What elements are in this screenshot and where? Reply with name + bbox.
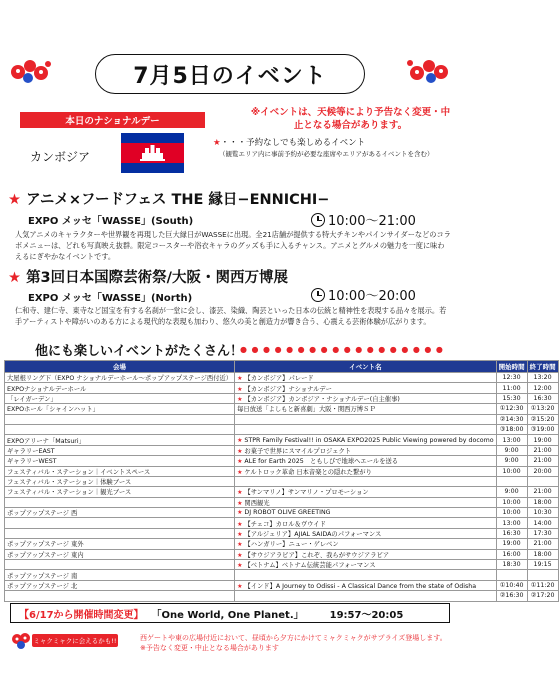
show-banner [10, 603, 450, 623]
row-venue: フェスティバル・ステーション｜イベントスペース [5, 466, 235, 476]
event-venue-2: EXPO メッセ「WASSE」(North) [28, 293, 193, 304]
star-icon: ★ [237, 375, 245, 383]
row-event-name [235, 476, 497, 486]
row-start-time: 19:00 [496, 539, 527, 549]
legend [213, 138, 458, 160]
myaku-note-line2: ※予告なく変更・中止となる場合があります [140, 644, 279, 652]
row-end-time: 14:00 [527, 518, 558, 528]
event-desc-2: 仁和寺、建仁寺、東寺など国宝を有する名刹が一堂に会し、漆芸、染織、陶芸といった日本の伝統と精神性を表現する品々を展示。若手アーティストや障がいのある方による現代的な表現も加わり、悠久の美と創造力が響き合う、心震える芸術体験が広がります。 [15, 306, 447, 326]
table-row [5, 591, 559, 601]
row-event-name-text: 【アルジェリア】AJIAL SAIDAのパフォーマンス [244, 531, 382, 539]
row-venue [5, 497, 235, 507]
myaku-mascot-small [10, 630, 32, 652]
show-name: 「One World, One Planet.」 [151, 609, 304, 621]
table-row [5, 487, 559, 497]
myaku-note-line1: 西ゲートや東の広場付近において、昼頃から夕方にかけてミャクミャクがサプライズ登場します。 [140, 634, 447, 642]
row-end-time: 13:20 [527, 373, 558, 383]
row-end-time: 19:00 [527, 435, 558, 445]
row-start-time: ①12:30 [496, 404, 527, 414]
row-event-name-text: お菓子で世界にスマイルプロジェクト [244, 447, 352, 455]
row-event-name-text: 毎日放送「よしもと新喜劇」大阪・関西万博ＳＰ [237, 406, 376, 414]
row-venue [5, 560, 235, 570]
legend-subtext: （観覧エリア内に事前予約が必要な座席やエリアがあるイベントを含む） [219, 150, 434, 158]
row-venue: ギャラリーEAST [5, 445, 235, 455]
row-venue: ポップアップステージ 西 [5, 508, 235, 518]
table-row [5, 580, 559, 590]
row-event-name-text: 【カンボジア】パレード [244, 375, 314, 383]
event-time-1 [311, 210, 416, 229]
row-venue: ポップアップステージ 北 [5, 580, 235, 590]
star-icon: ★ [237, 551, 245, 559]
row-venue [5, 591, 235, 601]
row-event-name-text: ケルトロック革命 日本音楽との隠れた繋がり [244, 468, 372, 476]
row-event-name [235, 383, 497, 393]
star-icon: ★ [237, 520, 245, 528]
others-heading: 他にも楽しいイベントがたくさん！ [35, 344, 244, 359]
table-row [5, 528, 559, 538]
table-row [5, 435, 559, 445]
row-event-name [235, 424, 497, 434]
table-row [5, 404, 559, 414]
decorative-dots: ● ● ● ● ● ● ● ● ● ● ● ● ● ● ● ● ● ● [240, 345, 444, 354]
row-event-name [235, 404, 497, 414]
star-icon: ★ [237, 395, 245, 403]
row-venue [5, 414, 235, 424]
row-end-time [527, 476, 558, 486]
row-event-name [235, 373, 497, 383]
event-title-text: 第3回日本国際芸術祭/大阪・関西万博展 [26, 270, 288, 286]
row-venue: 「レイガーデン」 [5, 393, 235, 403]
row-end-time: 18:00 [527, 497, 558, 507]
event-title-1 [8, 188, 329, 209]
row-event-name [235, 528, 497, 538]
row-end-time: 12:00 [527, 383, 558, 393]
star-icon: ★ [8, 270, 21, 286]
event-desc-1: 人気アニメのキャラクターや世界観を再現した巨大縁日がWASSEに出現。全21店舗が提供する特大チキンやパインサイダーなどのコラボメニューは、どれも写真映え抜群。限定コースターや浴衣キャラのグッズも手に入るチャンス。アニメとグルメの魅力を一度に味わえるにぎやかなイベントです。 [15, 230, 451, 261]
star-icon: ★ [213, 138, 221, 148]
event-time-text: 10:00〜21:00 [328, 214, 416, 229]
cambodia-flag-icon [121, 133, 184, 173]
row-start-time: ②16:30 [496, 591, 527, 601]
row-start-time [496, 570, 527, 580]
row-start-time: 12:30 [496, 373, 527, 383]
table-header-row [5, 361, 559, 373]
myaku-note [140, 633, 450, 653]
row-venue [5, 528, 235, 538]
schedule-table [4, 360, 559, 602]
row-event-name [235, 539, 497, 549]
row-venue: フェスティバル・ステーション｜体験ブース [5, 476, 235, 486]
row-event-name-text: 【サンマリノ】サンマリノ・プロモーション [244, 489, 369, 497]
star-icon: ★ [237, 489, 245, 497]
row-event-name-text: 【ハンガリー】ニュー・ゲレベン [244, 541, 339, 549]
star-icon: ★ [237, 509, 245, 517]
row-start-time: ①10:40 [496, 580, 527, 590]
row-event-name [235, 580, 497, 590]
table-row [5, 373, 559, 383]
row-event-name-text: 【サウジアラビア】これぞ、我らがサウジアラビア [244, 551, 390, 559]
star-icon: ★ [237, 499, 245, 507]
star-icon: ★ [237, 531, 245, 539]
row-end-time: ②17:20 [527, 591, 558, 601]
row-end-time: 21:00 [527, 456, 558, 466]
row-start-time: 15:30 [496, 393, 527, 403]
row-event-name-text: 【インド】A Journey to Odissi - A Classical Dance from the state of Odisha [244, 583, 477, 590]
row-event-name [235, 435, 497, 445]
row-venue: ギャラリーWEST [5, 456, 235, 466]
country-name: カンボジア [30, 150, 91, 164]
event-title-text: アニメ×フードフェス THE 縁日−ENNICHI− [26, 192, 330, 208]
row-venue: 大屋根リング下（EXPO ナショナルデーホール〜ポップアップステージ西付近） [5, 373, 235, 383]
row-event-name-text: STPR Family Festival!! in OSAKA EXPO2025 Public Viewing powered by docomo [244, 436, 494, 444]
myaku-mascot-left [8, 56, 54, 86]
row-event-name [235, 393, 497, 403]
table-row [5, 539, 559, 549]
row-venue: EXPOナショナルデーホール [5, 383, 235, 393]
row-event-name [235, 518, 497, 528]
row-start-time: 13:00 [496, 435, 527, 445]
row-start-time: 9:00 [496, 445, 527, 455]
event-time-2 [311, 285, 416, 304]
page-title: 7月5日のイベント [95, 54, 365, 94]
row-event-name [235, 549, 497, 559]
table-row [5, 414, 559, 424]
row-event-name [235, 497, 497, 507]
row-end-time: 20:00 [527, 466, 558, 476]
row-start-time: 9:00 [496, 456, 527, 466]
row-end-time: 18:00 [527, 549, 558, 559]
event-venue-1: EXPO メッセ「WASSE」(South) [28, 216, 194, 227]
row-end-time: ③19:00 [527, 424, 558, 434]
star-icon: ★ [237, 385, 245, 393]
table-row [5, 393, 559, 403]
row-event-name [235, 570, 497, 580]
clock-icon [311, 288, 325, 302]
table-row [5, 424, 559, 434]
star-icon: ★ [237, 436, 245, 444]
row-start-time: 9:00 [496, 487, 527, 497]
clock-icon [311, 213, 325, 227]
star-icon: ★ [237, 562, 245, 570]
row-end-time: 21:00 [527, 539, 558, 549]
row-start-time: 11:00 [496, 383, 527, 393]
row-venue: フェスティバル・ステーション｜観光ブース [5, 487, 235, 497]
time-change-label: 【6/17から開催時間変更】 [19, 609, 144, 621]
myaku-mascot-right [405, 56, 451, 86]
row-start-time: ③18:00 [496, 424, 527, 434]
event-time-text: 10:00〜20:00 [328, 289, 416, 304]
table-row [5, 518, 559, 528]
table-row [5, 508, 559, 518]
table-row [5, 549, 559, 559]
row-event-name-text: 【チェコ】カロル＆ヴウイド [244, 520, 326, 528]
row-start-time: 10:00 [496, 466, 527, 476]
row-venue: ポップアップステージ 東内 [5, 549, 235, 559]
row-event-name [235, 445, 497, 455]
national-day-label: 本日のナショナルデー [20, 112, 205, 128]
row-start-time: 18:30 [496, 560, 527, 570]
row-end-time: 17:30 [527, 528, 558, 538]
row-start-time: ②14:30 [496, 414, 527, 424]
table-row [5, 456, 559, 466]
table-row [5, 445, 559, 455]
myaku-badge: ミャクミャクに会えるかも!! [32, 634, 118, 647]
col-event: イベント名 [235, 361, 497, 373]
row-event-name [235, 456, 497, 466]
row-end-time: 16:30 [527, 393, 558, 403]
row-event-name [235, 508, 497, 518]
row-start-time [496, 476, 527, 486]
star-icon: ★ [237, 468, 245, 476]
table-row [5, 560, 559, 570]
legend-text: ・・・予約なしでも楽しめるイベント [220, 138, 366, 148]
col-venue: 会場 [5, 361, 235, 373]
star-icon: ★ [8, 192, 21, 208]
row-end-time: ①11:20 [527, 580, 558, 590]
row-end-time: 21:00 [527, 445, 558, 455]
col-start: 開始時間 [496, 361, 527, 373]
row-venue: ポップアップステージ 南 [5, 570, 235, 580]
row-event-name [235, 560, 497, 570]
row-event-name [235, 591, 497, 601]
table-row [5, 383, 559, 393]
row-start-time: 13:00 [496, 518, 527, 528]
table-row [5, 476, 559, 486]
row-end-time: 21:00 [527, 487, 558, 497]
row-event-name [235, 414, 497, 424]
star-icon: ★ [237, 447, 245, 455]
row-event-name [235, 487, 497, 497]
col-end: 終了時間 [527, 361, 558, 373]
show-time: 19:57〜20:05 [329, 609, 404, 621]
row-event-name-text: 【ベトナム】ベトナム伝統芸能パフォーマンス [244, 562, 376, 570]
row-end-time: 19:15 [527, 560, 558, 570]
row-event-name-text: ALE for Earth 2025 ともしびで地球へエールを送る [244, 458, 399, 466]
row-venue: EXPOアリーナ「Matsuri」 [5, 435, 235, 445]
row-start-time: 10:00 [496, 508, 527, 518]
table-row [5, 570, 559, 580]
row-end-time: ①13:20 [527, 404, 558, 414]
row-end-time: 10:30 [527, 508, 558, 518]
row-end-time: ②15:20 [527, 414, 558, 424]
row-start-time: 10:00 [496, 497, 527, 507]
star-icon: ★ [237, 541, 245, 549]
row-event-name-text: 【カンボジア】カンボジア・ナショナルデー(自主催事) [244, 395, 400, 403]
star-icon: ★ [237, 583, 245, 590]
event-title-2 [8, 266, 288, 287]
row-start-time: 16:30 [496, 528, 527, 538]
row-event-name-text: DJ ROBOT OLIVE GREETING [244, 509, 331, 517]
row-start-time: 16:00 [496, 549, 527, 559]
change-notice: ※イベントは、天候等により予告なく変更・中止となる場合があります。 [250, 107, 451, 131]
table-row [5, 497, 559, 507]
star-icon: ★ [237, 458, 245, 466]
table-row [5, 466, 559, 476]
row-venue [5, 424, 235, 434]
row-event-name-text: 【カンボジア】ナショナルデー [244, 385, 332, 393]
row-venue [5, 518, 235, 528]
row-venue: ポップアップステージ 東外 [5, 539, 235, 549]
row-event-name-text: 関西観光 [244, 499, 270, 507]
row-event-name [235, 466, 497, 476]
row-end-time [527, 570, 558, 580]
row-venue: EXPOホール「シャインハット」 [5, 404, 235, 414]
